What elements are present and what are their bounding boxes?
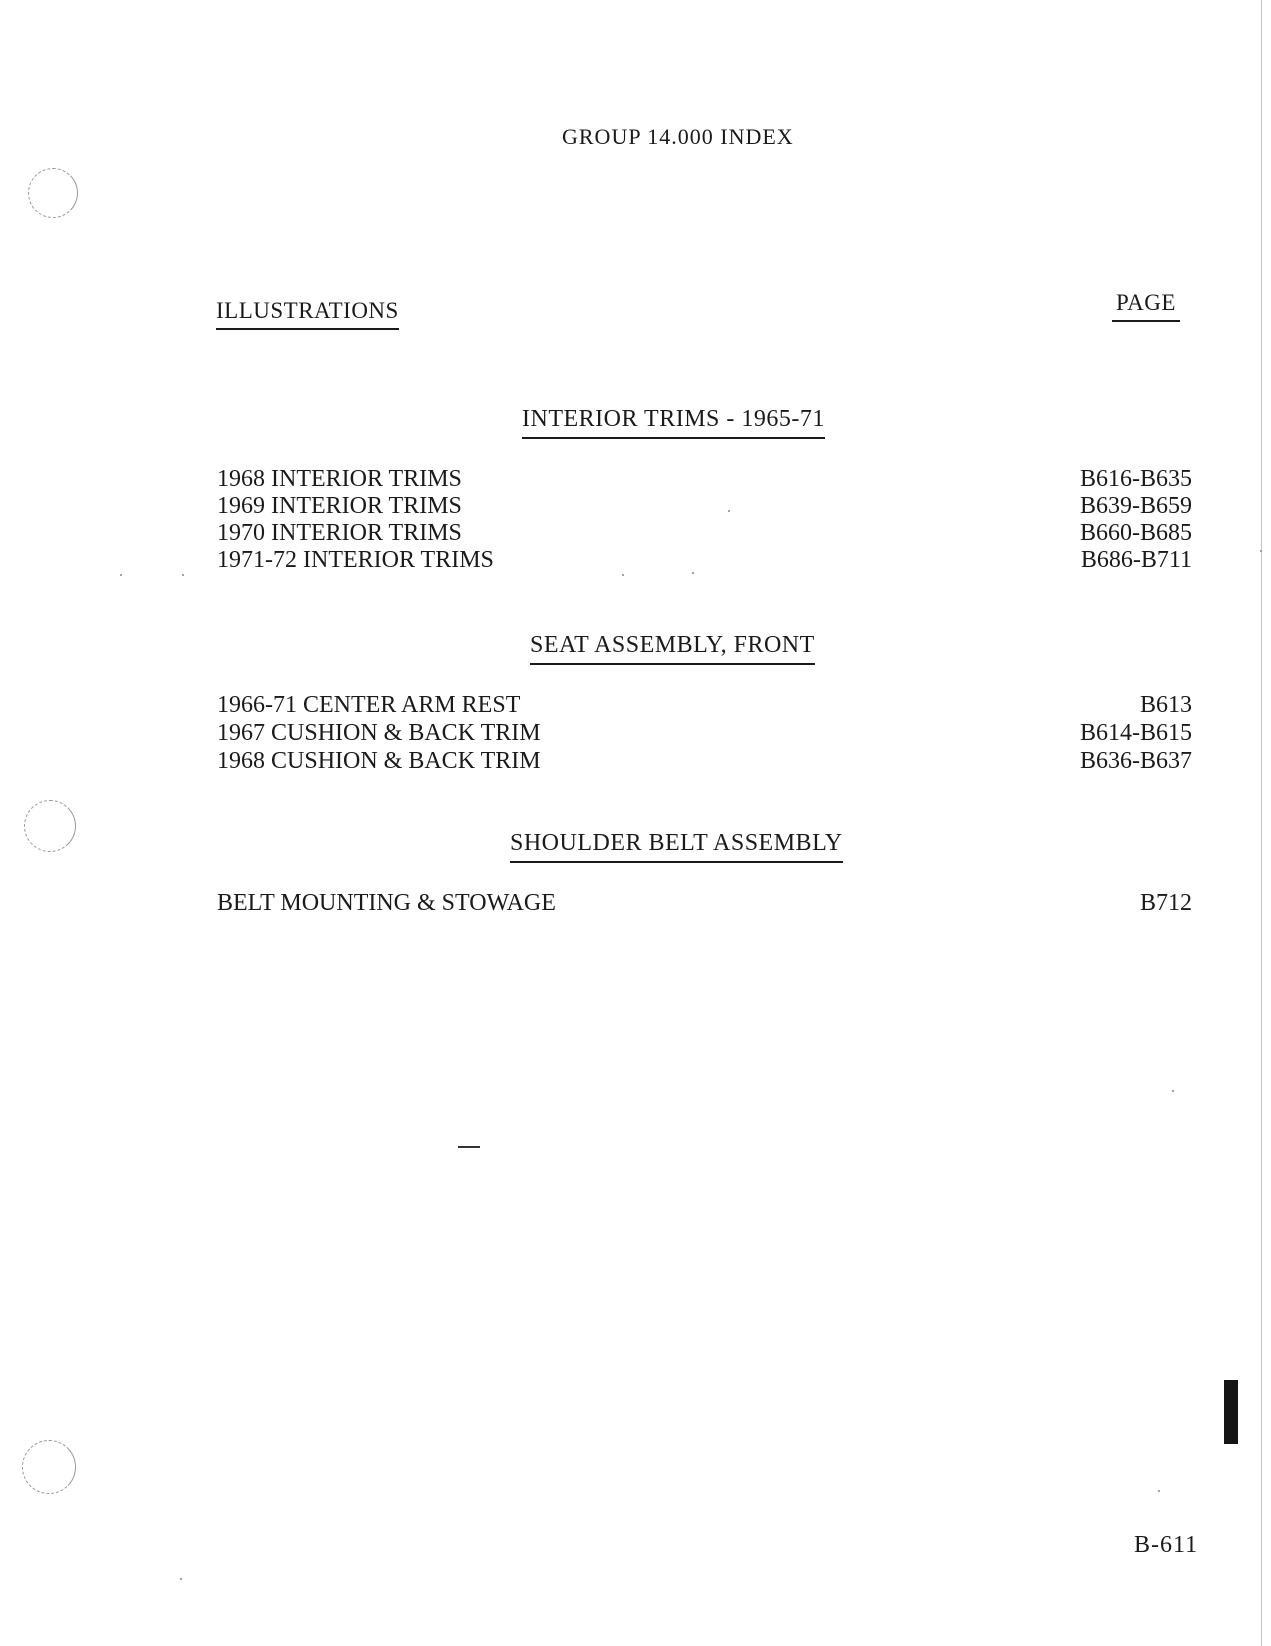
stray-mark xyxy=(458,1146,480,1148)
scan-speck xyxy=(120,574,122,576)
entry-page-ref: B616-B635 xyxy=(1079,466,1192,492)
index-entry xyxy=(217,890,1192,918)
group-title: GROUP 14.000 INDEX xyxy=(562,124,794,149)
section-title-shoulder-belt: SHOULDER BELT ASSEMBLY xyxy=(510,830,843,863)
scan-speck xyxy=(728,510,730,512)
entry-label: 1967 CUSHION & BACK TRIM xyxy=(217,720,541,746)
index-entry xyxy=(217,547,1192,575)
entry-label: 1969 INTERIOR TRIMS xyxy=(217,493,462,519)
section-tab-marker xyxy=(1224,1380,1238,1444)
entry-label: 1966-71 CENTER ARM REST xyxy=(217,692,521,718)
index-entry xyxy=(217,520,1192,548)
section-title-interior-trims: INTERIOR TRIMS - 1965-71 xyxy=(522,406,825,439)
illustrations-heading: ILLUSTRATIONS xyxy=(216,298,399,330)
punch-hole-middle xyxy=(24,800,76,852)
page-edge xyxy=(1261,0,1262,1646)
entry-page-ref: B712 xyxy=(1139,890,1192,916)
punch-hole-top xyxy=(28,168,78,218)
scan-speck xyxy=(182,574,184,576)
index-entry xyxy=(217,720,1192,748)
scan-speck xyxy=(1172,1090,1174,1092)
index-entry xyxy=(217,466,1192,494)
page-column-heading: PAGE xyxy=(1112,290,1180,322)
entry-label: 1970 INTERIOR TRIMS xyxy=(217,520,462,546)
scan-speck xyxy=(622,574,624,576)
scan-speck xyxy=(692,572,694,574)
index-entry xyxy=(217,493,1192,521)
entry-page-ref: B613 xyxy=(1139,692,1192,718)
index-entry xyxy=(217,748,1192,776)
section-title-seat-assembly: SEAT ASSEMBLY, FRONT xyxy=(530,632,815,665)
entry-page-ref: B614-B615 xyxy=(1079,720,1192,746)
entry-label: 1968 CUSHION & BACK TRIM xyxy=(217,748,541,774)
entry-page-ref: B636-B637 xyxy=(1079,748,1192,774)
page-number: B-611 xyxy=(1134,1532,1199,1558)
entry-page-ref: B639-B659 xyxy=(1079,493,1192,519)
entry-label: 1971-72 INTERIOR TRIMS xyxy=(217,547,494,573)
punch-hole-bottom xyxy=(22,1440,76,1494)
entry-page-ref: B660-B685 xyxy=(1079,520,1192,546)
scan-speck xyxy=(1260,550,1262,552)
entry-page-ref: B686-B711 xyxy=(1080,547,1192,573)
scan-speck xyxy=(180,1578,182,1580)
index-entry xyxy=(217,692,1192,720)
entry-label: 1968 INTERIOR TRIMS xyxy=(217,466,462,492)
scan-speck xyxy=(1158,1490,1160,1492)
entry-label: BELT MOUNTING & STOWAGE xyxy=(217,890,556,916)
